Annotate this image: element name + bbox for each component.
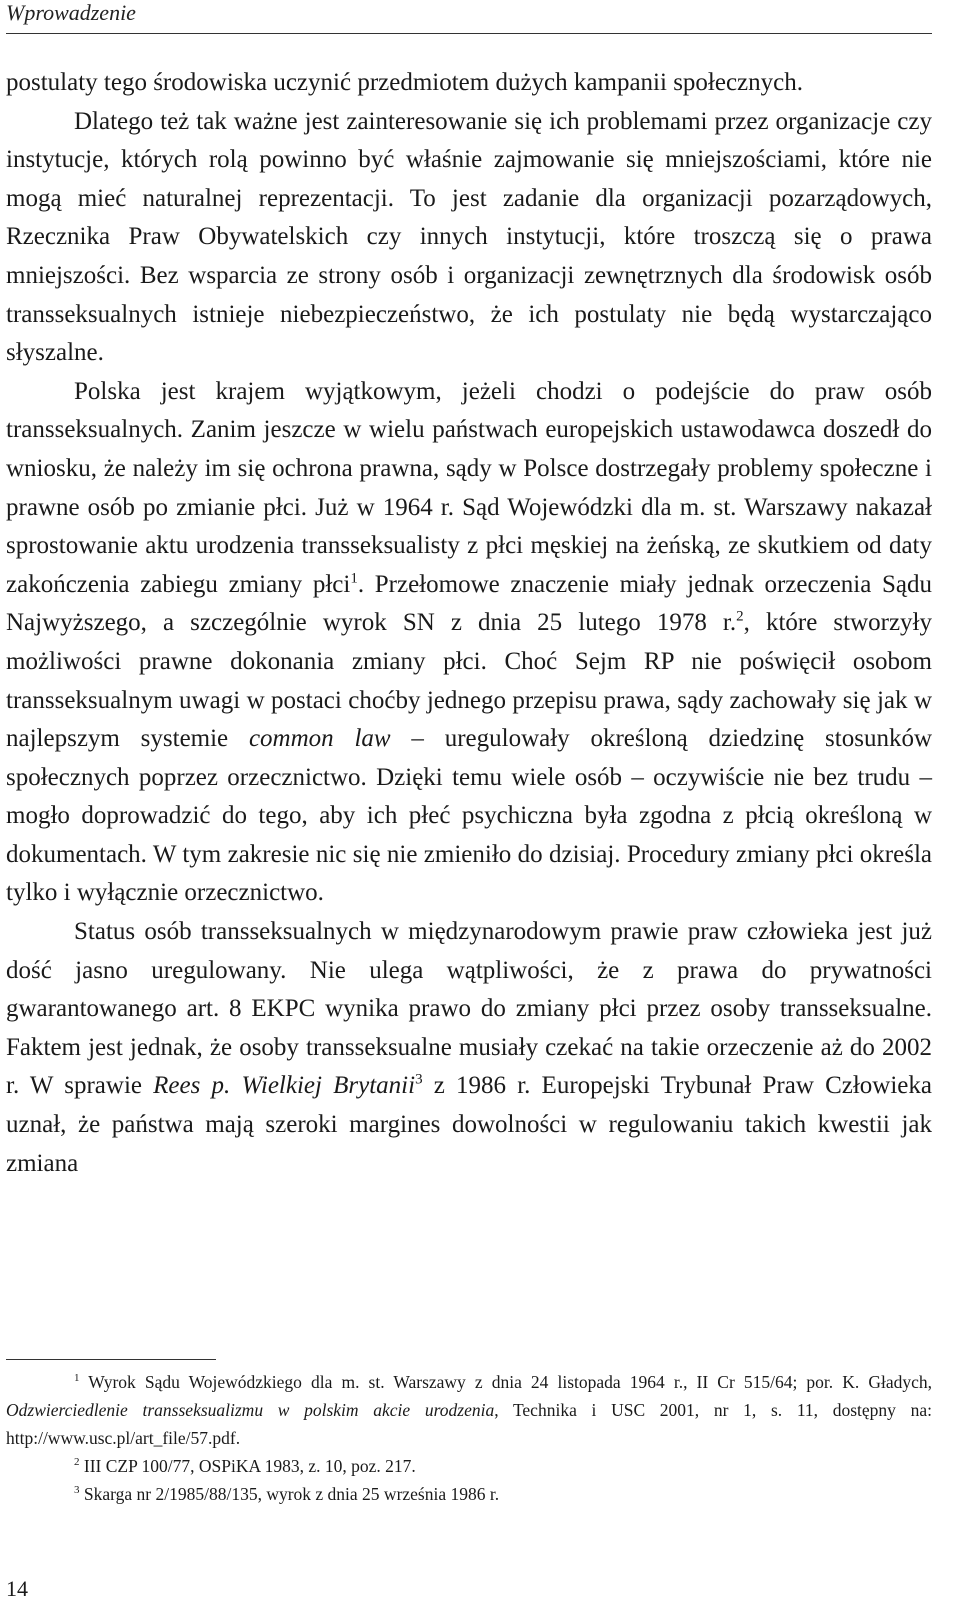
- paragraph-4-text: z 1986 r. Europejski Trybunał Praw Człowieka uznał, że państwa mają szeroki margines dowolności w regulowaniu takich kwestii jak zmiana: [6, 1072, 932, 1177]
- footnote-ref-2[interactable]: 2: [736, 608, 744, 625]
- paragraph-4-italic: Rees p. Wielkiej Brytanii: [153, 1072, 416, 1100]
- running-header: [6, 0, 932, 34]
- paragraph-1: postulaty tego środowiska uczynić przedmiotem dużych kampanii społecznych.: [6, 69, 803, 96]
- paragraph-2: Dlatego też tak ważne jest zainteresowanie się ich problemami przez organizacje czy instytucje, których rolą powinno być właśnie zajmowanie się mniejszościami, które nie mogą mieć naturalnej reprezentacji. To jest zadanie dla organizacji pozarządowych, Rzecznika Praw Obywatelskich czy innych instytucji, które troszczą się o prawa mniejszości. Bez wsparcia ze strony osób i organizacji zewnętrznych dla środowisk osób transseksualnych istnieje niebezpieczeństwo, że ich postulaty nie będą wystarczająco słyszalne.: [6, 107, 932, 367]
- footnote-1-text: Wyrok Sądu Wojewódzkiego dla m. st. Warszawy z dnia 24 listopada 1964 r., II Cr 515/64; por. K. Gładych,: [79, 1372, 932, 1392]
- page-number: 14: [6, 1576, 28, 1601]
- paragraph-3-text: . Przełomowe znaczenie miały jednak orzeczenia Sądu Najwyższego, a szczególnie wyrok SN z dnia 25 lutego 1978 r.: [6, 570, 932, 637]
- paragraph-3-text: , które stworzyły możliwości prawne dokonania zmiany płci. Choć Sejm RP nie poświęcił osobom transseksualnym uwagi w postaci choćby jednego przepisu prawa, sądy zachowały się jak w najlepszym systemie: [6, 609, 932, 753]
- paragraph-3-italic: common law: [248, 725, 391, 753]
- footnote-2-number: 2: [74, 1456, 80, 1469]
- paragraph-3-text: – uregulowały określoną dziedzinę stosunków społecznych poprzez orzecznictwo. Dzięki temu wiele osób – oczywiście nie bez trudu – mogło doprowadzić do tego, aby ich płeć psychiczna była zgodna z płcią określoną w dokumentach. W tym zakresie nic się nie zmieniło do dzisiaj. Procedury zmiany płci określa tylko i wyłącznie orzecznictwo.: [6, 725, 933, 907]
- main-text: [6, 64, 932, 1183]
- paragraph-3: [6, 373, 932, 913]
- footnote-1-number: 1: [74, 1372, 80, 1385]
- paragraph-4-text: Status osób transseksualnych w międzynarodowym prawie praw człowieka jest już dość jasno uregulowany. Nie ulega wątpliwości, że z prawa do prywatności gwarantowanego art. 8 EKPC wynika prawo do zmiany płci przez osoby transseksualne. Faktem jest jednak, że osoby transseksualne musiały czekać na takie orzeczenie aż do 2002 r. W sprawie: [6, 918, 932, 1100]
- footnote-3-number: 3: [74, 1484, 80, 1497]
- footnote-ref-1[interactable]: 1: [350, 570, 358, 587]
- footnote-3-text: Skarga nr 2/1985/88/135, wyrok z dnia 25 września 1986 r.: [79, 1484, 500, 1504]
- footnote-ref-3[interactable]: 3: [415, 1072, 423, 1089]
- footnotes: [6, 1368, 932, 1508]
- paragraph-3-text: Polska jest krajem wyjątkowym, jeżeli chodzi o podejście do praw osób transseksualnych. Zanim jeszcze w wielu państwach europejskich ustawodawca doszedł do wniosku, że należy im się ochrona prawna, sądy w Polsce dostrzegały problemy społeczne i prawne osób po zmianie płci. Już w 1964 r. Sąd Wojewódzki dla m. st. Warszawy nakazał sprostowanie aktu urodzenia transseksualisty z płci męskiej na żeńską, ze skutkiem od daty zakończenia zabiegu zmiany płci: [6, 377, 932, 598]
- paragraph-4: [6, 913, 932, 1183]
- footnote-2-text: III CZP 100/77, OSPiKA 1983, z. 10, poz. 217.: [79, 1456, 416, 1476]
- footnote-separator: [6, 1359, 216, 1360]
- footnote-1-italic: Odzwierciedlenie transseksualizmu w polskim akcie urodzenia: [6, 1400, 495, 1420]
- footnote-2: [6, 1452, 932, 1480]
- running-header-title: Wprowadzenie: [6, 0, 136, 25]
- footnote-3: [6, 1480, 932, 1508]
- footnote-1-text: , Technika i USC 2001, nr 1, s. 11, dostępny na: http://www.usc.pl/art_file/57.pdf.: [6, 1400, 932, 1448]
- footnote-1: [6, 1368, 932, 1452]
